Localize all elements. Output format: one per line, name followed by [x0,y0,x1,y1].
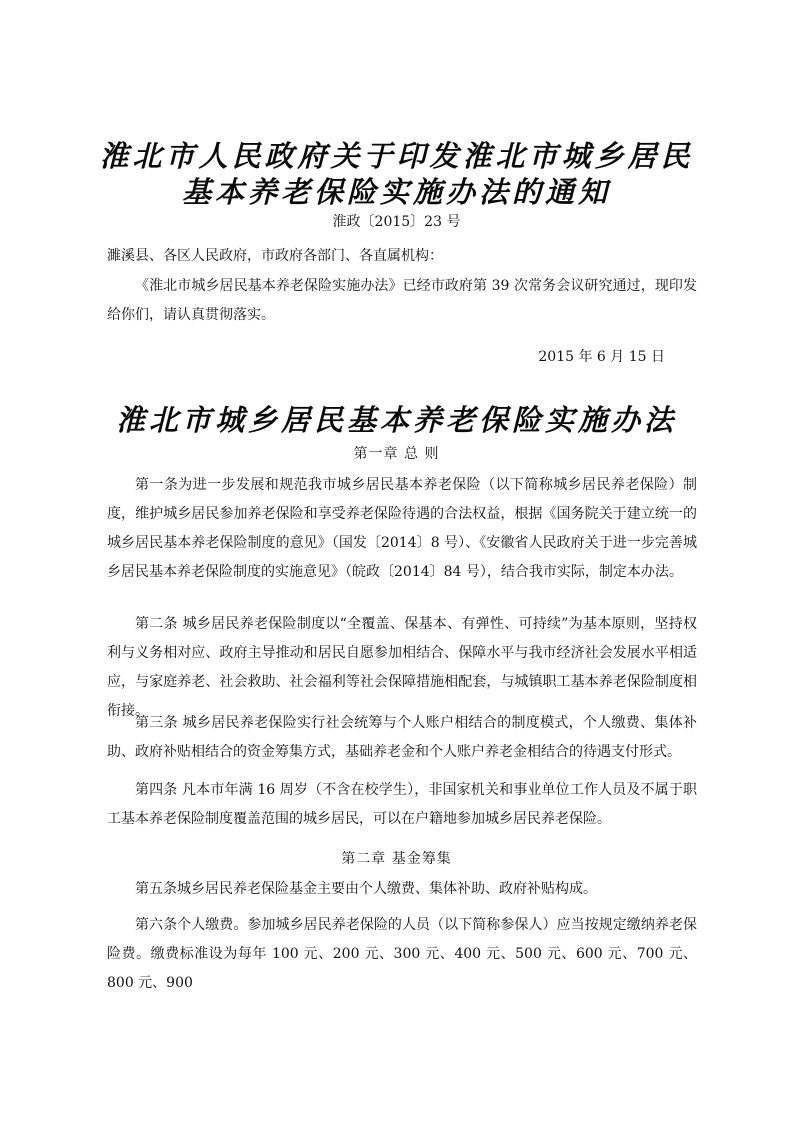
notice-title-line2: 基本养老保险实施办法的通知 [181,175,611,209]
article-3: 第三条 城乡居民养老保险实行社会统筹与个人账户相结合的制度模式，个人缴费、集体补助、政府补贴相结合的资金筹集方式，基础养老金和个人账户养老金相结合的待遇支付形式。 [107,715,697,760]
issue-date: 2015 年 6 月 15 日 [538,349,665,365]
article-5: 第五条城乡居民养老保险基金主要由个人缴费、集体补助、政府补贴构成。 [135,881,597,897]
recipients: 濉溪县、各区人民政府，市政府各部门、各直属机构： [107,248,443,264]
chapter-heading: 第二章 基金筹集 [341,851,452,867]
measures-title: 淮北市城乡居民基本养老保险实施办法 [115,403,677,437]
article-2: 第二条 城乡居民养老保险制度以“全覆盖、保基本、有弹性、可持续”为基本原则，坚持权利与义务相对应、政府主导推动和居民自愿参加相结合、保障水平与我市经济社会发展水平相适应，与家庭养老、社会救助、社会福利等社会保障措施相配套，与城镇职工基本养老保险制度相衔接。 [107,616,697,719]
article-6: 第六条个人缴费。参加城乡居民养老保险的人员（以下简称参保人）应当按规定缴纳养老保险费。缴费标准设为每年 100 元、200 元、300 元、400 元、500 元、600 元、700 元、800 元、900 [107,917,697,991]
chapter-heading: 第一章 总 则 [353,446,440,462]
article-4: 第四条 凡本市年满 16 周岁（不含在校学生），非国家机关和事业单位工作人员及不属于职工基本养老保险制度覆盖范围的城乡居民，可以在户籍地参加城乡居民养老保险。 [107,782,697,827]
notice-title-line1: 淮北市人民政府关于印发淮北市城乡居民 [99,139,694,173]
article-1: 第一条为进一步发展和规范我市城乡居民基本养老保险（以下简称城乡居民养老保险）制度，维护城乡居民参加养老保险和享受养老保险待遇的合法权益，根据《国务院关于建立统一的城乡居民基本养老保险制度的意见》（国发〔2014〕8 号）、《安徽省人民政府关于进一步完善城乡居民基本养老保险制度的实施意见》（皖政〔2014〕84 号），结合我市实际，制定本办法。 [107,477,697,580]
document-number: 淮政〔2015〕23 号 [332,214,461,230]
notice-body: 《淮北市城乡居民基本养老保险实施办法》已经市政府第 39 次常务会议研究通过，现印发给你们，请认真贯彻落实。 [107,278,697,323]
